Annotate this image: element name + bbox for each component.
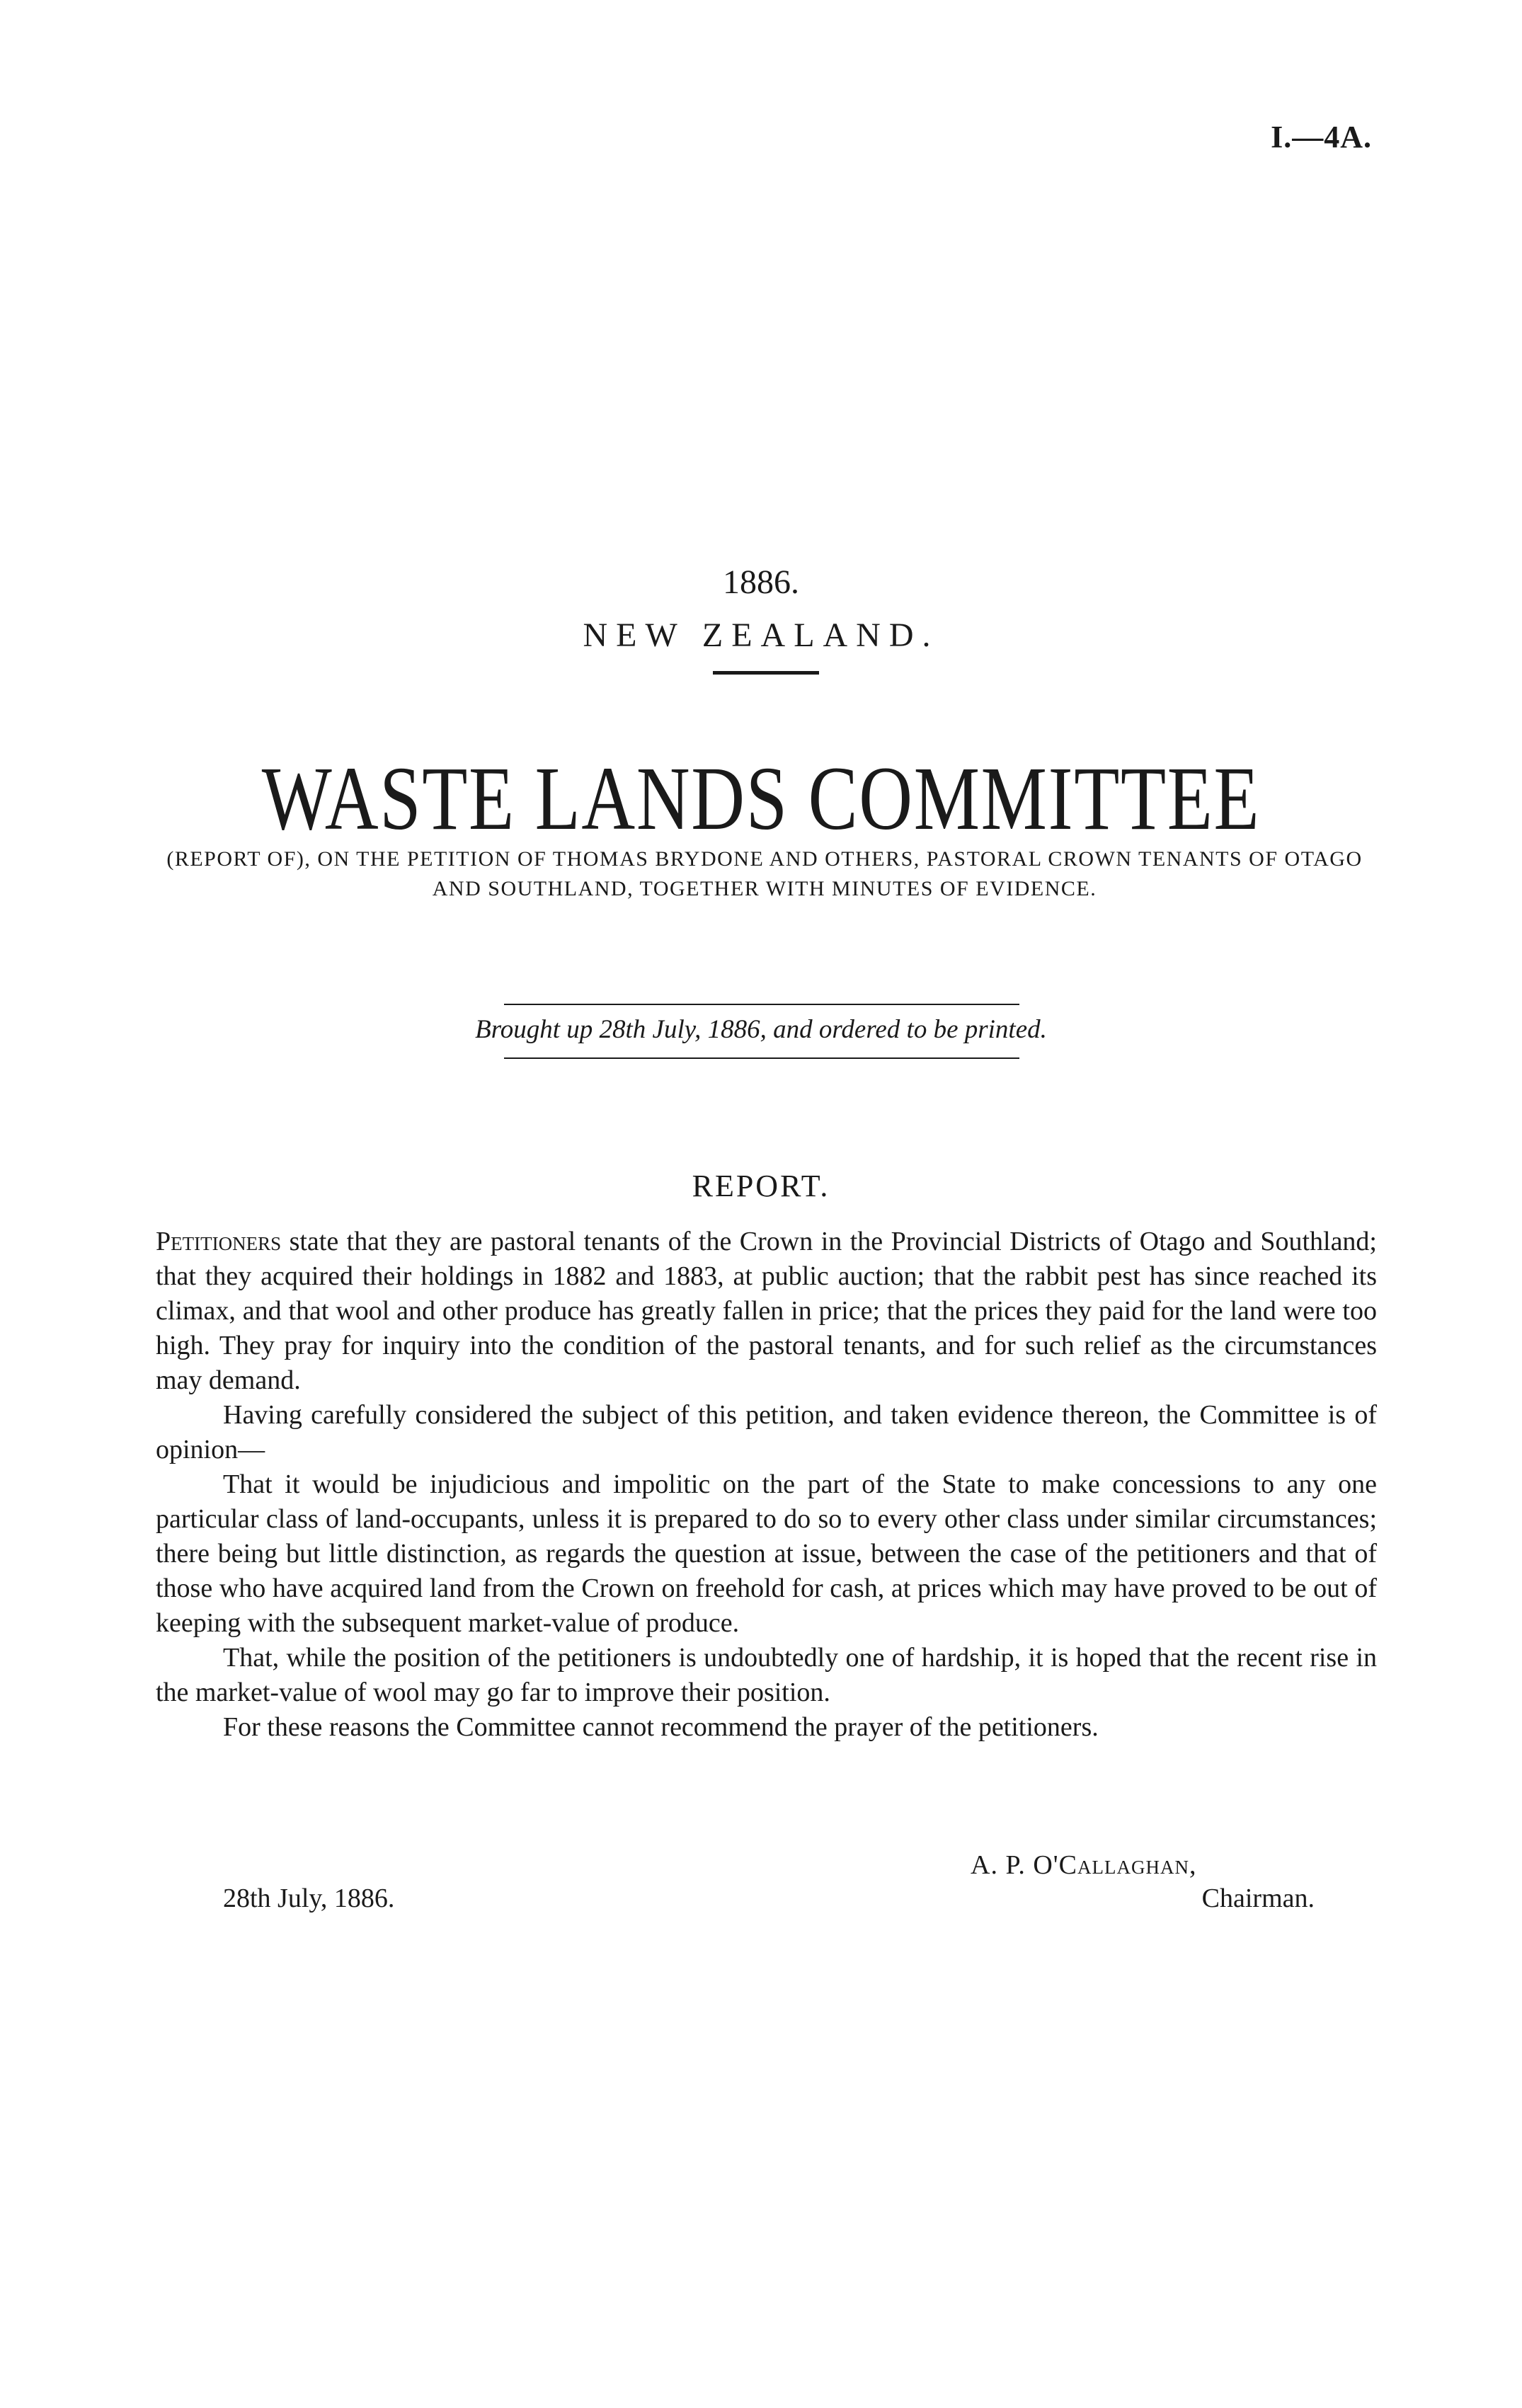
paragraph-1-text: state that they are pastoral tenants of the Crown in the Provincial Districts of Otago and Southland; that they acquired their holdings in 1882 and 1883, at public auction; that the rabbit pest has since reached its climax, and that wool and other produce has greatly fallen in price; that the prices they paid for the land were too high. They pray for inquiry into the condition of the pastoral tenants, and for such relief as the circumstances may demand. <box>156 1227 1377 1395</box>
report-paragraph-1 <box>156 1225 1377 1398</box>
report-paragraph-5: For these reasons the Committee cannot recommend the prayer of the petitioners. <box>223 1712 1099 1742</box>
document-country: NEW ZEALAND. <box>583 617 939 654</box>
brought-up-note: Brought up 28th July, 1886, and ordered to be printed. <box>475 1015 1047 1044</box>
signer-name <box>971 1850 1196 1881</box>
report-paragraph-2: Having carefully considered the subject of this petition, and taken evidence thereon, the Committee is of opinion— <box>156 1400 1377 1464</box>
brought-up-rule-bottom <box>504 1057 1019 1059</box>
report-paragraph-3: That it would be injudicious and impolitic on the part of the State to make concessions to any one particular class of land-occupants, unless it is prepared to do so to every other class under similar circumstances; there being but little distinction, as regards the question at issue, between the case of the petitioners and that of those who have acquired land from the Crown on freehold for cash, at prices which may have proved to be out of keeping with the subsequent market-value of produce. <box>156 1469 1377 1638</box>
report-heading: REPORT. <box>692 1169 830 1203</box>
main-title: WASTE LANDS COMMITTEE <box>261 748 1261 849</box>
signer-initials: A. P. O' <box>971 1850 1059 1880</box>
document-year: 1886. <box>723 563 799 601</box>
paragraph-lead-word: Petitioners <box>156 1227 282 1256</box>
page-reference: I.—4A. <box>1271 120 1372 154</box>
report-date: 28th July, 1886. <box>223 1884 395 1913</box>
title-divider <box>713 671 819 675</box>
report-body <box>156 1225 1377 1745</box>
subtitle: (REPORT OF), ON THE PETITION OF THOMAS BRYDONE AND OTHERS, PASTORAL CROWN TENANTS OF OTAGO AND SOUTHLAND, TOGETHER WITH MINUTES OF EVIDENCE. <box>166 847 1363 900</box>
report-paragraph-4: That, while the position of the petitioners is undoubtedly one of hardship, it is hoped that the recent rise in the market-value of wool may go far to improve their position. <box>156 1643 1377 1707</box>
brought-up-rule-top <box>504 1004 1019 1005</box>
signer-surname: Callaghan, <box>1058 1850 1197 1880</box>
signer-role: Chairman. <box>1201 1884 1315 1913</box>
